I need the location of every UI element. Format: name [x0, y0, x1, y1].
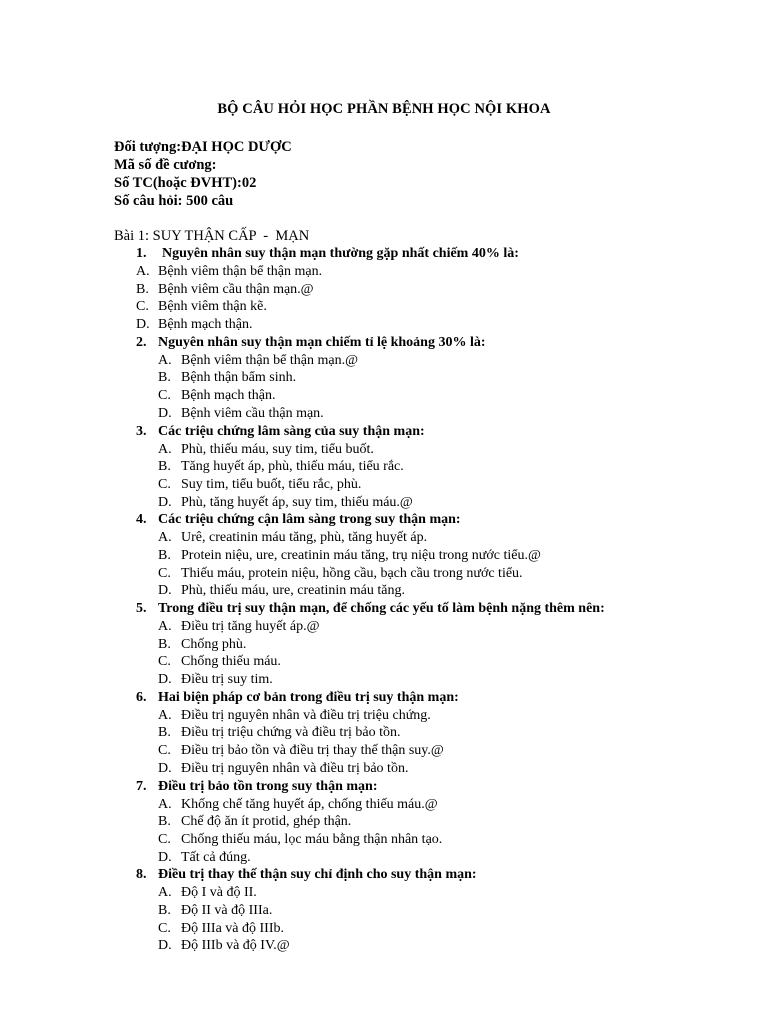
question-list — [0, 245, 768, 955]
option-letter: A. — [158, 707, 172, 723]
option-letter: C. — [158, 743, 171, 759]
option-text: Chống thiếu máu. — [181, 654, 281, 670]
question-6 — [0, 689, 768, 707]
question-text: Điều trị thay thế thận suy chỉ định cho suy thận mạn: — [158, 867, 477, 883]
option-text: Điều trị nguyên nhân và điều trị bảo tồn. — [181, 760, 409, 776]
question-4 — [0, 511, 768, 529]
option-text: Bệnh viêm cầu thận mạn. — [181, 405, 324, 421]
option-letter: B. — [158, 636, 171, 652]
option-text: Tất cả đúng. — [181, 849, 251, 865]
question-7 — [0, 778, 768, 796]
option-letter: D. — [158, 938, 172, 954]
question-2 — [0, 334, 768, 352]
option-text: Thiếu máu, protein niệu, hồng cầu, bạch cầu trong nước tiểu. — [181, 565, 523, 581]
answer-option — [0, 920, 768, 938]
option-letter: D. — [158, 405, 172, 421]
option-letter: A. — [158, 530, 172, 546]
answer-option — [0, 884, 768, 902]
option-text: Bệnh viêm thận kẽ. — [158, 299, 267, 315]
option-letter: A. — [158, 619, 172, 634]
option-text: Điều trị bảo tồn và điều trị thay thế thận suy.@ — [181, 743, 444, 759]
option-letter: B. — [158, 547, 171, 563]
option-text: Độ II và độ IIIa. — [181, 902, 273, 918]
option-letter: A. — [158, 796, 172, 812]
option-text: Chống thiếu máu, lọc máu bằng thận nhân tạo. — [181, 831, 443, 847]
answer-option — [0, 671, 768, 689]
option-text: Điều trị suy tim. — [181, 672, 273, 688]
option-text: Khống chế tăng huyết áp, chống thiếu máu.@ — [181, 796, 438, 812]
answer-option — [0, 582, 768, 600]
answer-option — [0, 494, 768, 512]
answer-option — [0, 529, 768, 547]
question-number: 6. — [136, 689, 147, 705]
question-3 — [0, 423, 768, 441]
option-letter: D. — [158, 583, 172, 599]
answer-option — [0, 618, 768, 636]
answer-option — [0, 565, 768, 583]
option-letter: D. — [158, 494, 172, 510]
answer-option — [0, 316, 768, 334]
question-number: 1. — [136, 246, 147, 261]
answer-option — [0, 441, 768, 459]
option-text: Suy tim, tiểu buốt, tiểu rắc, phù. — [181, 476, 362, 492]
option-text: Urê, creatinin máu tăng, phù, tăng huyết áp. — [181, 530, 428, 546]
question-text: Nguyên nhân suy thận mạn thường gặp nhất chiếm 40% là: — [162, 246, 519, 261]
option-letter: A. — [136, 264, 150, 279]
answer-option — [0, 831, 768, 849]
option-text: Bệnh thận bẩm sinh. — [181, 370, 297, 386]
answer-option — [0, 937, 768, 955]
option-letter: C. — [158, 476, 171, 492]
question-number: 2. — [136, 334, 147, 350]
option-letter: A. — [158, 885, 172, 901]
question-text: Điều trị bảo tồn trong suy thận mạn: — [158, 778, 378, 794]
meta-credits: Số TC(hoặc ĐVHT):02 — [114, 175, 257, 191]
question-text: Trong điều trị suy thận mạn, để chống các yếu tố làm bệnh nặng thêm nên: — [158, 601, 605, 616]
option-letter: B. — [158, 725, 171, 741]
option-letter: C. — [158, 388, 171, 404]
answer-option — [0, 405, 768, 423]
option-letter: C. — [158, 654, 171, 670]
document-meta — [114, 138, 292, 210]
question-8 — [0, 866, 768, 884]
option-text: Độ I và độ II. — [181, 885, 257, 901]
question-number: 3. — [136, 423, 147, 439]
answer-option — [0, 387, 768, 405]
answer-option — [0, 547, 768, 565]
answer-option — [0, 298, 768, 316]
option-text: Điều trị triệu chứng và điều trị bảo tồn. — [181, 725, 401, 741]
option-letter: D. — [158, 760, 172, 776]
option-text: Chống phù. — [181, 636, 247, 652]
question-text: Hai biện pháp cơ bản trong điều trị suy thận mạn: — [158, 689, 459, 705]
option-text: Tăng huyết áp, phù, thiếu máu, tiểu rắc. — [181, 459, 404, 475]
option-text: Độ IIIb và độ IV.@ — [181, 938, 290, 954]
option-letter: C. — [158, 920, 171, 936]
question-5 — [0, 600, 768, 618]
question-number: 4. — [136, 512, 147, 528]
option-text: Phù, tăng huyết áp, suy tim, thiếu máu.@ — [181, 494, 413, 510]
question-number: 5. — [136, 601, 147, 616]
question-text: Các triệu chứng cận lâm sàng trong suy thận mạn: — [158, 512, 461, 528]
meta-question-count: Số câu hỏi: 500 câu — [114, 193, 234, 209]
option-text: Protein niệu, ure, creatinin máu tăng, trụ niệu trong nước tiểu.@ — [181, 547, 541, 563]
question-text: Nguyên nhân suy thận mạn chiếm tỉ lệ khoảng 30% là: — [158, 334, 486, 350]
answer-option — [0, 281, 768, 299]
answer-option — [0, 458, 768, 476]
option-text: Phù, thiếu máu, suy tim, tiểu buốt. — [181, 441, 374, 457]
answer-option — [0, 369, 768, 387]
meta-audience: Đối tượng:ĐẠI HỌC DƯỢC — [114, 139, 292, 155]
meta-syllabus-code: Mã số đề cương: — [114, 157, 217, 173]
option-text: Phù, thiếu máu, ure, creatinin máu tăng. — [181, 583, 405, 599]
option-letter: D. — [136, 317, 150, 333]
answer-option — [0, 813, 768, 831]
question-number: 7. — [136, 778, 147, 794]
option-letter: A. — [158, 352, 172, 368]
answer-option — [0, 707, 768, 725]
answer-option — [0, 902, 768, 920]
answer-option — [0, 849, 768, 867]
option-letter: C. — [136, 299, 149, 315]
option-text: Bệnh mạch thận. — [158, 317, 253, 333]
answer-option — [0, 476, 768, 494]
option-letter: C. — [158, 565, 171, 581]
option-text: Bệnh viêm thận bể thận mạn. — [158, 264, 323, 279]
option-text: Chế độ ăn ít protid, ghép thận. — [181, 814, 352, 830]
option-text: Bệnh viêm thận bể thận mạn.@ — [181, 352, 358, 368]
lesson-heading: Bài 1: SUY THẬN CẤP - MẠN — [114, 228, 310, 244]
option-text: Điều trị tăng huyết áp.@ — [181, 619, 320, 634]
answer-option — [0, 724, 768, 742]
answer-option — [0, 636, 768, 654]
answer-option — [0, 653, 768, 671]
answer-option — [0, 352, 768, 370]
question-1 — [0, 245, 768, 263]
option-text: Độ IIIa và độ IIIb. — [181, 920, 285, 936]
option-letter: C. — [158, 831, 171, 847]
option-letter: B. — [158, 459, 171, 475]
option-letter: B. — [158, 902, 171, 918]
question-text: Các triệu chứng lâm sàng của suy thận mạn: — [158, 423, 425, 439]
option-letter: D. — [158, 849, 172, 865]
option-letter: B. — [158, 370, 171, 386]
document-title: BỘ CÂU HỎI HỌC PHẦN BỆNH HỌC NỘI KHOA — [217, 101, 551, 117]
option-letter: B. — [136, 281, 149, 297]
question-number: 8. — [136, 867, 147, 883]
answer-option — [0, 760, 768, 778]
option-letter: A. — [158, 441, 172, 457]
answer-option — [0, 742, 768, 760]
option-text: Bệnh viêm cầu thận mạn.@ — [158, 281, 314, 297]
answer-option — [0, 263, 768, 281]
option-text: Bệnh mạch thận. — [181, 388, 276, 404]
option-letter: D. — [158, 672, 172, 688]
option-text: Điều trị nguyên nhân và điều trị triệu chứng. — [181, 707, 431, 723]
option-letter: B. — [158, 814, 171, 830]
answer-option — [0, 796, 768, 814]
